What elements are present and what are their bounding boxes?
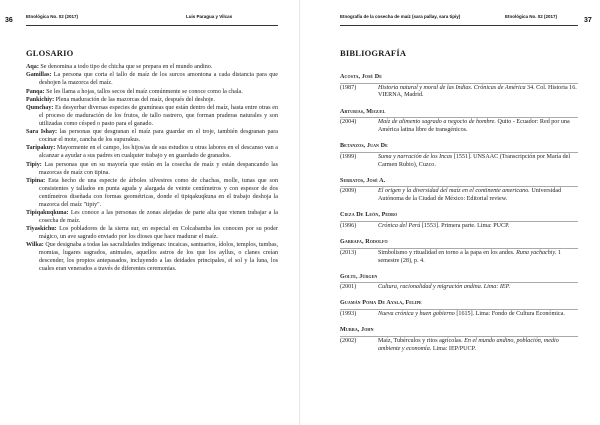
glossary-term: Aqa: xyxy=(26,64,39,70)
bibliography-reference xyxy=(378,250,578,266)
bibliography-year: (2013) xyxy=(340,249,357,256)
bibliography-entry xyxy=(340,212,578,230)
bibliography-list xyxy=(340,74,578,362)
bibliography-author: Murra, John xyxy=(340,327,578,337)
bibliography-entry xyxy=(340,239,578,265)
bibliography-work-title: Crónica del Perú xyxy=(378,222,421,229)
bibliography-author: Acosta, José De xyxy=(340,74,578,84)
bibliography-year: (2004) xyxy=(340,119,357,126)
glossary-definition: Se les llama a hojas, tallos secos del maíz comúnmente se conoce como la chala. xyxy=(44,88,243,95)
bibliography-entry xyxy=(340,274,578,292)
bibliography-year: (2009) xyxy=(340,188,357,195)
running-head-author: Luis Paragua y Vilcas xyxy=(186,14,233,19)
bibliography-work-title: Historia natural y moral de las Indias. Crónicas de América xyxy=(378,84,526,91)
glossary-term: Tiyaskichu: xyxy=(26,226,57,233)
glossary-definition: Les conoce a las personas de zonas alejadas de parte alta que vienen trabajar a la cosecha de maíz. xyxy=(39,209,278,224)
glossary-term: Wilka: xyxy=(26,242,44,249)
running-head-journal: Etnológica No. 02 (2017) xyxy=(505,14,558,19)
glossary-term: Pankichiy: xyxy=(26,96,55,103)
bibliography-details: [1553]. Primera parte. Lima: PUCP. xyxy=(420,222,510,229)
bibliography-work-title: Cultura, racionalidad y migración andina. Lima: IEP. xyxy=(378,284,511,291)
glossary-entry xyxy=(26,89,278,97)
bibliography-author: Golte, Jürgen xyxy=(340,274,578,284)
bibliography-author: Arturias, Miguel xyxy=(340,109,578,119)
bibliography-work-title: En el mundo andino, población, medio ambiente y economía. xyxy=(378,337,559,352)
glossary-definition: Las personas que en su mayoría que están en la cosecha de maíz y están despancando las mazorcas de maíz con tipina. xyxy=(39,161,278,176)
bibliography-details: Universidad Autónoma de la Ciudad de México: Editorial review. xyxy=(378,188,562,203)
bibliography-entry xyxy=(340,109,578,135)
bibliography-details: [1551]. UNSAAC (Transcripción por María del Carmen Rubio), Cuzco. xyxy=(378,153,571,168)
bibliography-author: Serratos, José A. xyxy=(340,178,578,188)
glossary-term: Qumchay: xyxy=(26,105,54,112)
bibliography-title: BIBLIOGRAFÍA xyxy=(340,48,407,58)
glossary-entry xyxy=(26,162,278,178)
glossary-term: Tipina: xyxy=(26,177,46,184)
glossary-entry xyxy=(26,178,278,210)
bibliography-author: Cieza De León, Pedro xyxy=(340,212,578,222)
bibliography-reference xyxy=(378,338,578,354)
bibliography-year: (2001) xyxy=(340,284,357,291)
running-head-left: Etnológica No. 02 (2017) xyxy=(26,14,79,19)
glossary-definition: Que designaba a todas las sacralidades indígenas: incaicas, santuarios, ídolos, templos, tumbas, momias, lugares sagrados, animales, aquellos astros de los que los ayllus, o clanes creían descender, los propios antepasados, incluyendo a las deidades principales, el sol y la luna, los cuales eran venerados a través de diferentes ceremonias. xyxy=(39,242,278,272)
bibliography-entry xyxy=(340,300,578,318)
glossary-entry xyxy=(26,105,278,129)
glossary-definition: Plena maduración de las mazorcas del maíz, después del deshoje. xyxy=(54,96,215,103)
glossary-definition: Esta hecho de una especie de árboles silvestres como de chachas, molle, tunas que son consistentes y tallados en punta aguda y alargada de veinte centímetros y con espesor de dos centímetros diseñada con formas geométricas, donde el tipiqakuqkuna en el trabajo deshoja la mazorca del maíz "tipiy". xyxy=(39,177,278,208)
glossary-definition: La persona que corta el tallo de maíz de los surcos amontona a cada distancia para que deshojen la mazorca del maíz. xyxy=(39,72,278,87)
bibliography-details: Quito - Ecuador: Red por una América latina libre de transgénicos. xyxy=(378,119,570,134)
bibliography-year: (2002) xyxy=(340,337,357,344)
page-number-right: 37 xyxy=(584,17,592,24)
glossary-term: Panqa: xyxy=(26,88,45,95)
glossary-definition: Los pobladores de la sierra sur, en especial en Colcabamba les conocen por su poder mágico, un ave sagrado enviado por los dioses que hace madurar el maíz. xyxy=(39,226,278,240)
bibliography-reference xyxy=(378,119,578,135)
glossary-term: Tipiy: xyxy=(26,161,42,168)
glossary-title: GLOSARIO xyxy=(26,48,74,58)
header-rule xyxy=(26,25,278,26)
bibliography-year: (1996) xyxy=(340,222,357,229)
bibliography-year: (1999) xyxy=(340,153,357,160)
bibliography-work-title: El origen y la diversidad del maíz en el continente americano. xyxy=(378,188,530,195)
glossary-term: Tipiqakuqkuna: xyxy=(26,209,69,216)
bibliography-reference xyxy=(378,85,578,101)
page-number-left: 36 xyxy=(5,17,13,24)
bibliography-details: Lima: IEP/PUCP. xyxy=(431,345,476,352)
bibliography-details: Simbolismo y ritualidad en torno a la papa en los andes. xyxy=(378,249,517,256)
bibliography-details: Maíz, Tubérculos y ritos agrícolas. xyxy=(378,337,465,344)
bibliography-details: 1 semestre (28), p. 4. xyxy=(378,249,561,264)
bibliography-reference xyxy=(378,223,578,231)
glossary-definition: Es desyerbar diversas especies de gramíneas que están dentro del maíz, hasta entre otras en el proceso de maduración de los frutos, de tallo rastrero, que forman praderas naturales y son utilizadas como césped o pasto para el ganado. xyxy=(39,105,278,127)
bibliography-entry xyxy=(340,74,578,100)
bibliography-work-title: Runa yachachiy. xyxy=(516,249,557,256)
glossary-list xyxy=(26,64,278,274)
bibliography-reference xyxy=(378,154,578,170)
glossary-definition: Mayormente en el campo, los hijos/as de sus estudios u otras labores en el descanso van a alcanzar a ayudar a sus padres en cualquier trabajo y en guardado de granados. xyxy=(39,145,278,160)
bibliography-details: [1615]. Lima: Fondo de Cultura Económica. xyxy=(454,310,565,317)
bibliography-work-title: Maíz de alimento sagrado a negocio de hombre. xyxy=(378,119,496,126)
bibliography-entry xyxy=(340,327,578,353)
glossary-entry xyxy=(26,72,278,88)
bibliography-entry xyxy=(340,143,578,169)
bibliography-year: (1987) xyxy=(340,84,357,91)
glossary-entry xyxy=(26,129,278,145)
glossary-term: Sara Ishay: xyxy=(26,129,58,136)
glossary-entry xyxy=(26,242,278,274)
bibliography-work-title: Suma y narración de los Incas xyxy=(378,153,453,160)
bibliography-work-title: Nueva crónica y buen gobierno xyxy=(378,310,455,317)
glossary-entry xyxy=(26,97,278,105)
glossary-definition: Se denomina a todo tipo de chicha que se prepara en el mundo andino. xyxy=(38,64,213,70)
header-rule xyxy=(340,25,578,26)
bibliography-author: Betanzos, Juan De xyxy=(340,143,578,153)
bibliography-year: (1993) xyxy=(340,310,357,317)
glossary-entry xyxy=(26,210,278,226)
bibliography-reference xyxy=(378,188,578,204)
glossary-entry xyxy=(26,145,278,161)
bibliography-author: Garrafa, Rodolfo xyxy=(340,239,578,249)
bibliography-author: Guamán Poma De Ayala, Felipe xyxy=(340,300,578,310)
bibliography-entry xyxy=(340,178,578,204)
glossary-entry xyxy=(26,64,278,72)
glossary-term: Gamillas: xyxy=(26,72,52,79)
glossary-entry xyxy=(26,226,278,242)
running-head-article: Etnografía de la cosecha de maíz (sara pallay, sara tipiy) xyxy=(340,14,461,19)
bibliography-reference xyxy=(378,284,578,292)
bibliography-reference xyxy=(378,311,578,319)
glossary-term: Taripakuy: xyxy=(26,145,56,152)
glossary-definition: las personas que desgranan el maíz para guardar en el troje, también desgranan para cocinar el mote, cancha de los supurakus. xyxy=(39,129,278,144)
bibliography-details: 34. Col. Historia 16. VIERNA, Madrid. xyxy=(378,84,577,99)
